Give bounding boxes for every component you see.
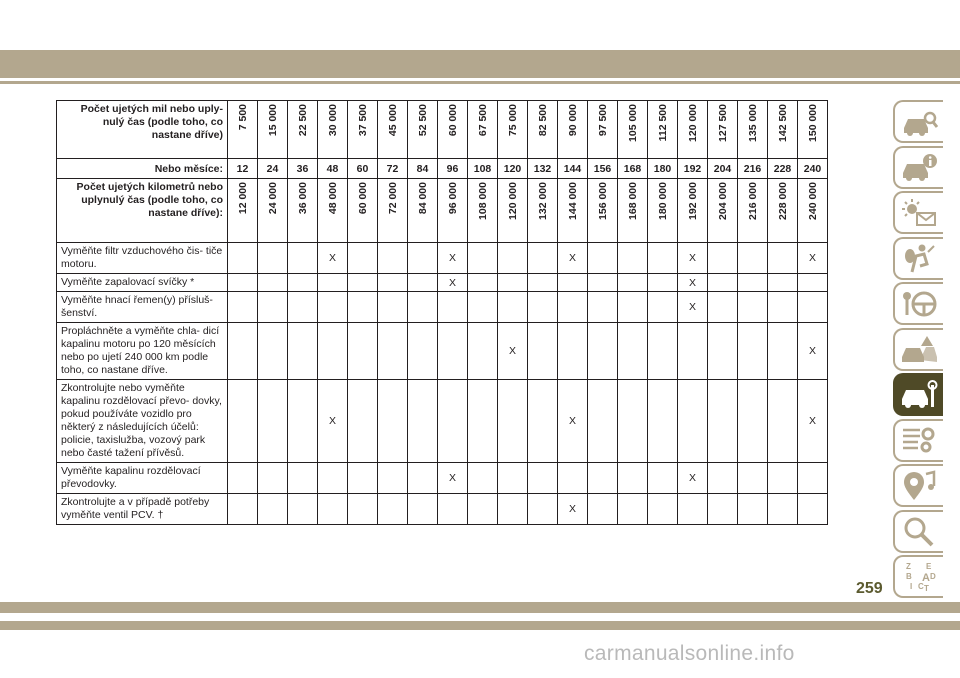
interval-cell	[738, 323, 768, 380]
interval-cell	[618, 463, 648, 494]
km-value: 144 000	[566, 182, 579, 220]
chapter-tab[interactable]	[893, 237, 943, 280]
interval-cell	[258, 380, 288, 463]
miles-value: 75 000	[506, 104, 519, 137]
miles-value: 105 000	[626, 104, 639, 142]
interval-cell	[378, 292, 408, 323]
chapter-tab[interactable]	[893, 464, 943, 507]
interval-mark: X	[558, 494, 588, 525]
interval-cell	[738, 463, 768, 494]
interval-cell	[798, 274, 828, 292]
miles-cell	[558, 101, 588, 159]
index-letter: B	[906, 571, 912, 581]
miles-cell	[708, 101, 738, 159]
interval-mark: X	[678, 274, 708, 292]
interval-mark: X	[318, 243, 348, 274]
km-value: 72 000	[386, 182, 399, 215]
months-value: 84	[408, 159, 438, 179]
miles-cell	[348, 101, 378, 159]
interval-cell	[798, 292, 828, 323]
interval-mark: X	[438, 274, 468, 292]
warning-lights-mail-icon	[900, 197, 938, 229]
interval-cell	[678, 494, 708, 525]
index-letter: I	[910, 581, 913, 591]
interval-cell	[438, 380, 468, 463]
months-value: 108	[468, 159, 498, 179]
task-label: Propláchněte a vyměňte chla- dicí kapalinu motoru po 120 měsících nebo po ujetí 240 000 km podle toho, co nastane dříve.	[57, 323, 228, 380]
km-cell	[318, 179, 348, 243]
miles-cell	[618, 101, 648, 159]
interval-cell	[648, 292, 678, 323]
watermark: carmanualsonline.info	[584, 642, 795, 665]
interval-cell	[228, 292, 258, 323]
interval-cell	[648, 274, 678, 292]
interval-cell	[348, 463, 378, 494]
interval-cell	[378, 494, 408, 525]
interval-cell	[528, 494, 558, 525]
interval-cell	[528, 463, 558, 494]
months-value: 12	[228, 159, 258, 179]
interval-cell	[408, 494, 438, 525]
km-cell	[228, 179, 258, 243]
miles-value: 82 500	[536, 104, 549, 137]
task-label: Vyměňte kapalinu rozdělovací převodovky.	[57, 463, 228, 494]
interval-cell	[768, 274, 798, 292]
months-value: 132	[528, 159, 558, 179]
interval-cell	[318, 274, 348, 292]
km-value: 12 000	[236, 182, 249, 215]
miles-cell	[318, 101, 348, 159]
months-value: 240	[798, 159, 828, 179]
miles-cell	[408, 101, 438, 159]
interval-cell	[678, 380, 708, 463]
alphabet-index-icon	[900, 561, 938, 593]
km-cell	[378, 179, 408, 243]
miles-value: 150 000	[806, 104, 819, 142]
interval-cell	[318, 494, 348, 525]
km-value: 204 000	[716, 182, 729, 220]
interval-cell	[468, 463, 498, 494]
months-value: 180	[648, 159, 678, 179]
miles-cell	[468, 101, 498, 159]
chapter-tab[interactable]	[893, 191, 943, 234]
interval-cell	[738, 292, 768, 323]
interval-cell	[438, 292, 468, 323]
km-cell	[408, 179, 438, 243]
km-cell	[438, 179, 468, 243]
interval-cell	[378, 323, 408, 380]
interval-cell	[348, 274, 378, 292]
km-cell	[528, 179, 558, 243]
interval-cell	[258, 243, 288, 274]
km-header: Počet ujetých kilometrů nebo uplynulý čas (podle toho, co nastane dříve):	[57, 179, 228, 243]
interval-cell	[408, 292, 438, 323]
interval-cell	[558, 323, 588, 380]
miles-value: 30 000	[326, 104, 339, 137]
interval-cell	[618, 292, 648, 323]
chapter-tab[interactable]	[893, 100, 943, 143]
task-label: Zkontrolujte a v případě potřeby vyměňte ventil PCV. †	[57, 494, 228, 525]
km-value: 108 000	[476, 182, 489, 220]
months-value: 60	[348, 159, 378, 179]
miles-cell	[258, 101, 288, 159]
km-value: 36 000	[296, 182, 309, 215]
interval-cell	[258, 292, 288, 323]
interval-cell	[738, 380, 768, 463]
interval-cell	[528, 323, 558, 380]
km-cell	[768, 179, 798, 243]
miles-cell	[288, 101, 318, 159]
index-letter: E	[926, 561, 932, 571]
interval-cell	[708, 463, 738, 494]
km-cell	[558, 179, 588, 243]
interval-cell	[768, 463, 798, 494]
interval-cell	[708, 243, 738, 274]
km-value: 156 000	[596, 182, 609, 220]
miles-value: 90 000	[566, 104, 579, 137]
km-value: 228 000	[776, 182, 789, 220]
interval-cell	[408, 243, 438, 274]
km-value: 96 000	[446, 182, 459, 215]
miles-value: 120 000	[686, 104, 699, 142]
interval-cell	[288, 463, 318, 494]
interval-cell	[288, 323, 318, 380]
interval-cell	[498, 274, 528, 292]
interval-cell	[528, 380, 558, 463]
car-info-icon	[900, 151, 938, 183]
interval-cell	[378, 243, 408, 274]
km-value: 132 000	[536, 182, 549, 220]
interval-cell	[288, 292, 318, 323]
interval-cell	[528, 243, 558, 274]
interval-cell	[708, 274, 738, 292]
miles-value: 112 500	[656, 104, 669, 142]
task-label: Vyměňte filtr vzduchového čis- tiče motoru.	[57, 243, 228, 274]
interval-cell	[678, 323, 708, 380]
interval-cell	[588, 494, 618, 525]
interval-cell	[468, 323, 498, 380]
miles-row	[57, 101, 828, 159]
interval-mark: X	[678, 243, 708, 274]
months-value: 192	[678, 159, 708, 179]
miles-cell	[528, 101, 558, 159]
miles-cell	[738, 101, 768, 159]
table-row	[57, 243, 828, 274]
interval-cell	[228, 323, 258, 380]
task-label: Zkontrolujte nebo vyměňte kapalinu rozdělovací převo- dovky, pokud používáte vozidlo pro některý z následujících účelů: policie, taxislužba, vozový park nebo časté tažení přívěsů.	[57, 380, 228, 463]
interval-cell	[588, 274, 618, 292]
steering-wheel-key-icon	[900, 288, 938, 320]
footer-rule	[0, 621, 960, 630]
header-band	[0, 50, 960, 78]
km-value: 216 000	[746, 182, 759, 220]
interval-cell	[468, 380, 498, 463]
months-value: 144	[558, 159, 588, 179]
miles-cell	[438, 101, 468, 159]
km-value: 48 000	[326, 182, 339, 215]
interval-cell	[288, 274, 318, 292]
months-value: 24	[258, 159, 288, 179]
miles-cell	[498, 101, 528, 159]
table-row	[57, 380, 828, 463]
miles-value: 127 500	[716, 104, 729, 142]
interval-cell	[378, 463, 408, 494]
interval-cell	[588, 292, 618, 323]
interval-cell	[738, 274, 768, 292]
interval-cell	[348, 292, 378, 323]
chapter-tab[interactable]	[893, 146, 943, 189]
km-cell	[738, 179, 768, 243]
km-cell	[798, 179, 828, 243]
miles-cell	[798, 101, 828, 159]
header-rule	[0, 81, 960, 84]
interval-cell	[288, 494, 318, 525]
interval-cell	[258, 494, 288, 525]
chapter-tab[interactable]	[893, 510, 943, 553]
km-cell	[678, 179, 708, 243]
interval-cell	[408, 274, 438, 292]
car-wrench-icon	[900, 379, 938, 411]
interval-mark: X	[558, 243, 588, 274]
music-location-icon	[900, 470, 938, 502]
interval-cell	[498, 380, 528, 463]
interval-mark: X	[438, 243, 468, 274]
months-value: 204	[708, 159, 738, 179]
interval-cell	[228, 243, 258, 274]
km-value: 120 000	[506, 182, 519, 220]
months-header: Nebo měsíce:	[57, 159, 228, 179]
interval-cell	[648, 494, 678, 525]
km-row	[57, 179, 828, 243]
interval-cell	[288, 380, 318, 463]
miles-cell	[588, 101, 618, 159]
miles-value: 37 500	[356, 104, 369, 137]
interval-cell	[558, 463, 588, 494]
interval-cell	[558, 274, 588, 292]
months-value: 228	[768, 159, 798, 179]
interval-cell	[768, 292, 798, 323]
km-value: 180 000	[656, 182, 669, 220]
km-cell	[468, 179, 498, 243]
interval-cell	[648, 243, 678, 274]
interval-cell	[738, 243, 768, 274]
interval-cell	[228, 380, 258, 463]
chapter-tab[interactable]	[893, 555, 943, 598]
miles-header: Počet ujetých mil nebo uply- nulý čas (podle toho, co nastane dříve)	[57, 101, 228, 159]
miles-cell	[678, 101, 708, 159]
miles-cell	[648, 101, 678, 159]
miles-value: 7 500	[236, 104, 249, 131]
chapter-tab[interactable]	[893, 373, 943, 416]
interval-cell	[228, 463, 258, 494]
page-number: 259	[856, 580, 883, 597]
interval-cell	[618, 323, 648, 380]
miles-value: 67 500	[476, 104, 489, 137]
interval-mark: X	[678, 292, 708, 323]
months-value: 216	[738, 159, 768, 179]
airbag-person-icon	[900, 242, 938, 274]
interval-cell	[348, 243, 378, 274]
miles-cell	[378, 101, 408, 159]
interval-cell	[408, 323, 438, 380]
interval-cell	[348, 380, 378, 463]
interval-mark: X	[798, 243, 828, 274]
car-magnifier-icon	[900, 106, 938, 138]
interval-cell	[378, 274, 408, 292]
interval-mark: X	[318, 380, 348, 463]
interval-cell	[378, 380, 408, 463]
table-row	[57, 463, 828, 494]
months-value: 72	[378, 159, 408, 179]
footer-band	[0, 602, 960, 613]
km-cell	[258, 179, 288, 243]
car-accident-icon	[900, 333, 938, 365]
task-label: Vyměňte zapalovací svíčky *	[57, 274, 228, 292]
table-row	[57, 292, 828, 323]
interval-cell	[768, 323, 798, 380]
miles-value: 45 000	[386, 104, 399, 137]
interval-cell	[318, 463, 348, 494]
interval-cell	[738, 494, 768, 525]
interval-cell	[468, 274, 498, 292]
interval-cell	[498, 463, 528, 494]
interval-cell	[708, 292, 738, 323]
interval-cell	[588, 323, 618, 380]
interval-cell	[588, 463, 618, 494]
interval-cell	[558, 292, 588, 323]
interval-cell	[648, 323, 678, 380]
interval-mark: X	[558, 380, 588, 463]
chapter-tab[interactable]	[893, 419, 943, 462]
interval-cell	[618, 494, 648, 525]
interval-cell	[528, 274, 558, 292]
interval-cell	[588, 243, 618, 274]
interval-cell	[258, 323, 288, 380]
km-cell	[498, 179, 528, 243]
miles-cell	[768, 101, 798, 159]
km-cell	[618, 179, 648, 243]
km-cell	[588, 179, 618, 243]
interval-cell	[468, 292, 498, 323]
interval-cell	[708, 323, 738, 380]
interval-cell	[498, 243, 528, 274]
interval-cell	[468, 243, 498, 274]
miles-value: 15 000	[266, 104, 279, 137]
interval-cell	[528, 292, 558, 323]
miles-cell	[228, 101, 258, 159]
months-value: 96	[438, 159, 468, 179]
km-value: 192 000	[686, 182, 699, 220]
months-value: 168	[618, 159, 648, 179]
index-letter: Z	[906, 561, 911, 571]
interval-cell	[438, 323, 468, 380]
interval-cell	[618, 380, 648, 463]
index-letter: A	[922, 571, 930, 584]
miles-value: 135 000	[746, 104, 759, 142]
maintenance-schedule-table	[56, 100, 828, 525]
interval-mark: X	[798, 323, 828, 380]
interval-cell	[618, 243, 648, 274]
interval-mark: X	[678, 463, 708, 494]
interval-cell	[348, 323, 378, 380]
index-letter: T	[924, 583, 929, 593]
interval-cell	[768, 243, 798, 274]
chapter-tab[interactable]	[893, 328, 943, 371]
km-cell	[348, 179, 378, 243]
interval-mark: X	[798, 380, 828, 463]
km-value: 84 000	[416, 182, 429, 215]
months-value: 156	[588, 159, 618, 179]
interval-cell	[618, 274, 648, 292]
interval-cell	[318, 323, 348, 380]
miles-value: 97 500	[596, 104, 609, 137]
interval-cell	[708, 380, 738, 463]
interval-cell	[438, 494, 468, 525]
task-label: Vyměňte hnací řemen(y) přísluš- šenství.	[57, 292, 228, 323]
interval-cell	[408, 380, 438, 463]
miles-value: 52 500	[416, 104, 429, 137]
search-icon	[900, 515, 938, 547]
km-cell	[708, 179, 738, 243]
interval-cell	[258, 463, 288, 494]
interval-cell	[228, 274, 258, 292]
interval-cell	[798, 494, 828, 525]
interval-cell	[228, 494, 258, 525]
interval-cell	[768, 380, 798, 463]
months-value: 36	[288, 159, 318, 179]
months-value: 48	[318, 159, 348, 179]
interval-cell	[498, 292, 528, 323]
table-row	[57, 323, 828, 380]
table-row	[57, 494, 828, 525]
miles-value: 60 000	[446, 104, 459, 137]
interval-cell	[258, 274, 288, 292]
interval-mark: X	[438, 463, 468, 494]
km-value: 24 000	[266, 182, 279, 215]
interval-cell	[798, 463, 828, 494]
interval-cell	[348, 494, 378, 525]
interval-cell	[288, 243, 318, 274]
months-row	[57, 159, 828, 179]
km-cell	[288, 179, 318, 243]
interval-cell	[318, 292, 348, 323]
table-row	[57, 274, 828, 292]
miles-value: 142 500	[776, 104, 789, 142]
km-value: 60 000	[356, 182, 369, 215]
index-letter: D	[930, 571, 936, 581]
interval-cell	[498, 494, 528, 525]
months-value: 120	[498, 159, 528, 179]
interval-cell	[468, 494, 498, 525]
interval-cell	[648, 463, 678, 494]
list-gear-icon	[900, 424, 938, 456]
interval-cell	[588, 380, 618, 463]
index-letter: C	[918, 581, 924, 591]
interval-mark: X	[498, 323, 528, 380]
km-cell	[648, 179, 678, 243]
km-value: 168 000	[626, 182, 639, 220]
interval-cell	[648, 380, 678, 463]
interval-cell	[408, 463, 438, 494]
km-value: 240 000	[806, 182, 819, 220]
interval-cell	[708, 494, 738, 525]
interval-cell	[768, 494, 798, 525]
miles-value: 22 500	[296, 104, 309, 137]
chapter-tab[interactable]	[893, 282, 943, 325]
